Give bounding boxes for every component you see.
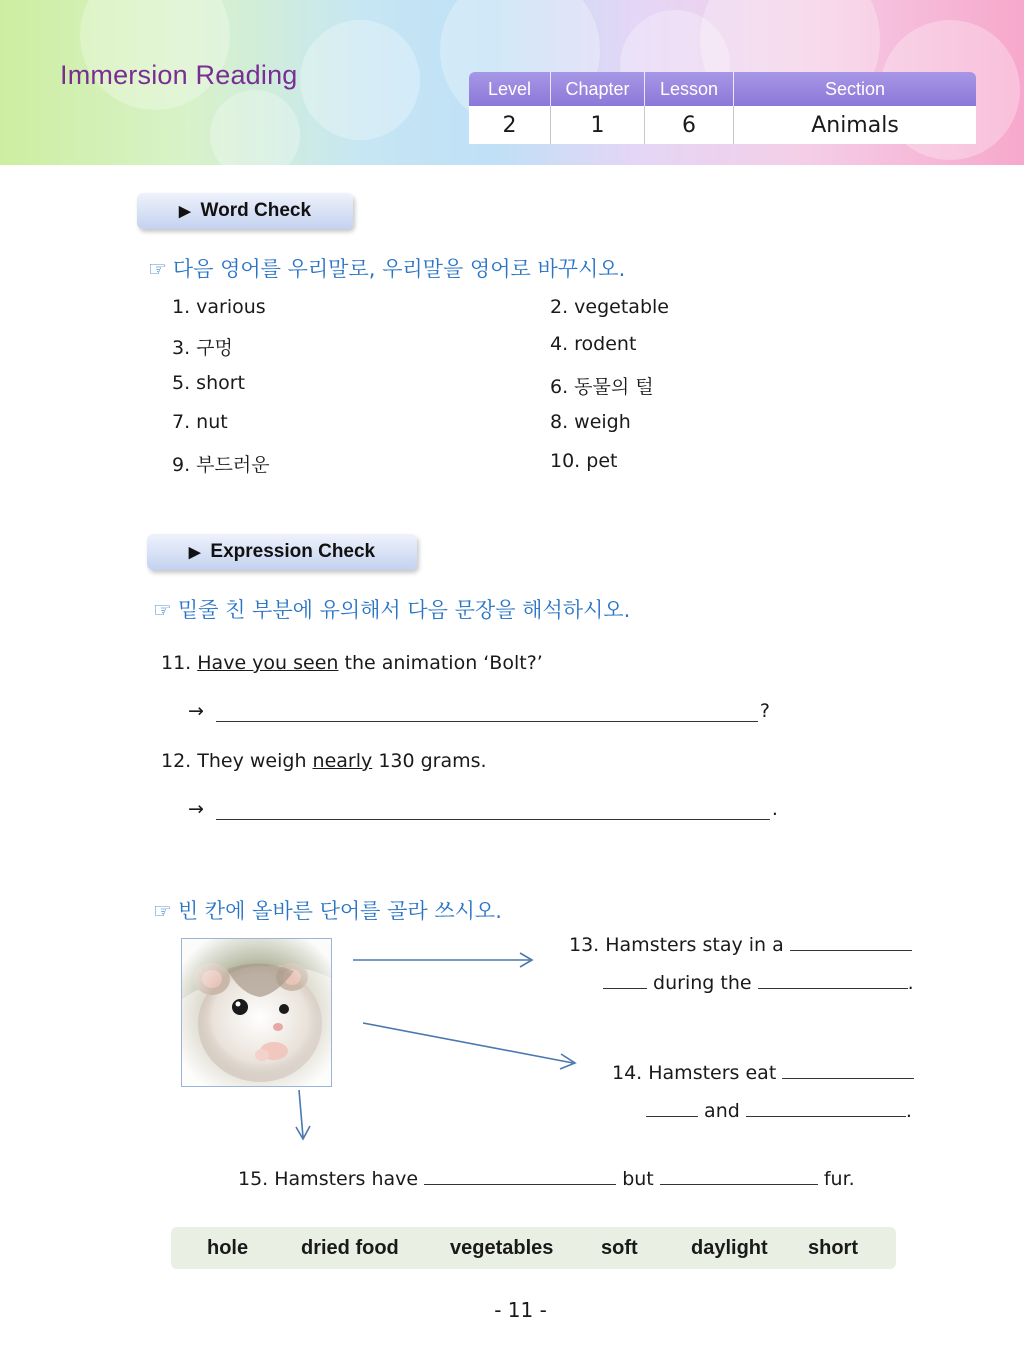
- expression-check-title: Expression Check: [210, 541, 376, 562]
- word-check-instruction-text: 다음 영어를 우리말로, 우리말을 영어로 바꾸시오.: [172, 257, 626, 281]
- value-lesson: 6: [645, 106, 734, 144]
- word-item: 6. 동물의 털: [550, 376, 654, 398]
- fill-blank[interactable]: [646, 1101, 698, 1117]
- page-number: - 11 -: [494, 1298, 547, 1322]
- word-item: 7. nut: [172, 411, 228, 433]
- pointing-hand-icon: ☞: [153, 598, 172, 622]
- question-text: They weigh: [197, 750, 307, 772]
- col-chapter: Chapter: [551, 72, 645, 106]
- value-section: Animals: [811, 112, 899, 138]
- fill-blank[interactable]: [424, 1169, 616, 1185]
- fill-blank[interactable]: [660, 1169, 818, 1185]
- underlined-phrase: nearly: [312, 750, 373, 772]
- right-arrow-icon: →: [188, 700, 204, 722]
- question-text: but: [622, 1168, 654, 1190]
- question-15: [238, 1168, 855, 1190]
- word-item: 4. rodent: [550, 333, 637, 355]
- word-check-title: Word Check: [200, 200, 312, 221]
- word-bank-item: short: [808, 1236, 858, 1259]
- col-level: Level: [469, 72, 551, 106]
- question-14-line-1: [612, 1062, 914, 1084]
- fill-blank[interactable]: [782, 1063, 914, 1079]
- question-text: 14. Hamsters eat: [612, 1062, 777, 1084]
- word-bank-item: dried food: [301, 1236, 399, 1259]
- word-item: 9. 부드러운: [172, 454, 270, 476]
- punctuation: .: [771, 798, 778, 820]
- fill-blank[interactable]: [746, 1101, 906, 1117]
- word-bank-item: daylight: [691, 1236, 768, 1259]
- word-item: 3. 구멍: [172, 337, 233, 359]
- punctuation: .: [905, 1100, 912, 1122]
- word-item: 5. short: [172, 372, 245, 394]
- question-13-line-1: [569, 934, 912, 956]
- value-level: 2: [469, 106, 551, 144]
- punctuation: .: [907, 972, 914, 994]
- word-bank: [171, 1227, 896, 1269]
- word-bank-item: vegetables: [450, 1236, 554, 1259]
- question-text: the animation ‘Bolt?’: [344, 652, 543, 674]
- fill-blank[interactable]: [758, 973, 908, 989]
- value-chapter: 1: [551, 106, 645, 144]
- col-lesson: Lesson: [645, 72, 734, 106]
- triangle-right-icon: ▶: [178, 203, 191, 220]
- expression-check-instruction-text: 밑줄 친 부분에 유의해서 다음 문장을 해석하시오.: [177, 598, 631, 622]
- question-text: fur.: [823, 1168, 855, 1190]
- triangle-right-icon: ▶: [188, 544, 201, 561]
- word-bank-item: hole: [207, 1236, 249, 1259]
- pointing-hand-icon: ☞: [153, 899, 172, 923]
- right-arrow-icon: →: [188, 798, 204, 820]
- question-number: 11.: [161, 652, 192, 674]
- question-13-line-2: [603, 972, 914, 994]
- question-text: 15. Hamsters have: [238, 1168, 419, 1190]
- punctuation: ?: [759, 700, 771, 722]
- question-number: 12.: [161, 750, 192, 772]
- question-text: 130 grams.: [378, 750, 487, 772]
- question-14-line-2: [646, 1100, 912, 1122]
- word-bank-item: soft: [601, 1236, 638, 1259]
- arrow-to-q15: [299, 1090, 303, 1137]
- question-text: and: [704, 1100, 740, 1122]
- word-item: 1. various: [172, 296, 266, 318]
- fill-blank[interactable]: [790, 935, 912, 951]
- brand-title: Immersion Reading: [60, 60, 298, 90]
- word-item: 8. weigh: [550, 411, 631, 433]
- col-section: Section: [824, 78, 886, 99]
- question-text: 13. Hamsters stay in a: [569, 934, 784, 956]
- question-text: during the: [653, 972, 752, 994]
- fill-blank-instruction-text: 빈 칸에 올바른 단어를 골라 쓰시오.: [177, 899, 502, 923]
- word-item: 10. pet: [550, 450, 618, 472]
- arrow-to-q14: [363, 1023, 573, 1063]
- pointing-hand-icon: ☞: [148, 257, 167, 281]
- fill-blank[interactable]: [603, 973, 647, 989]
- word-item: 2. vegetable: [550, 296, 669, 318]
- underlined-phrase: Have you seen: [197, 652, 339, 674]
